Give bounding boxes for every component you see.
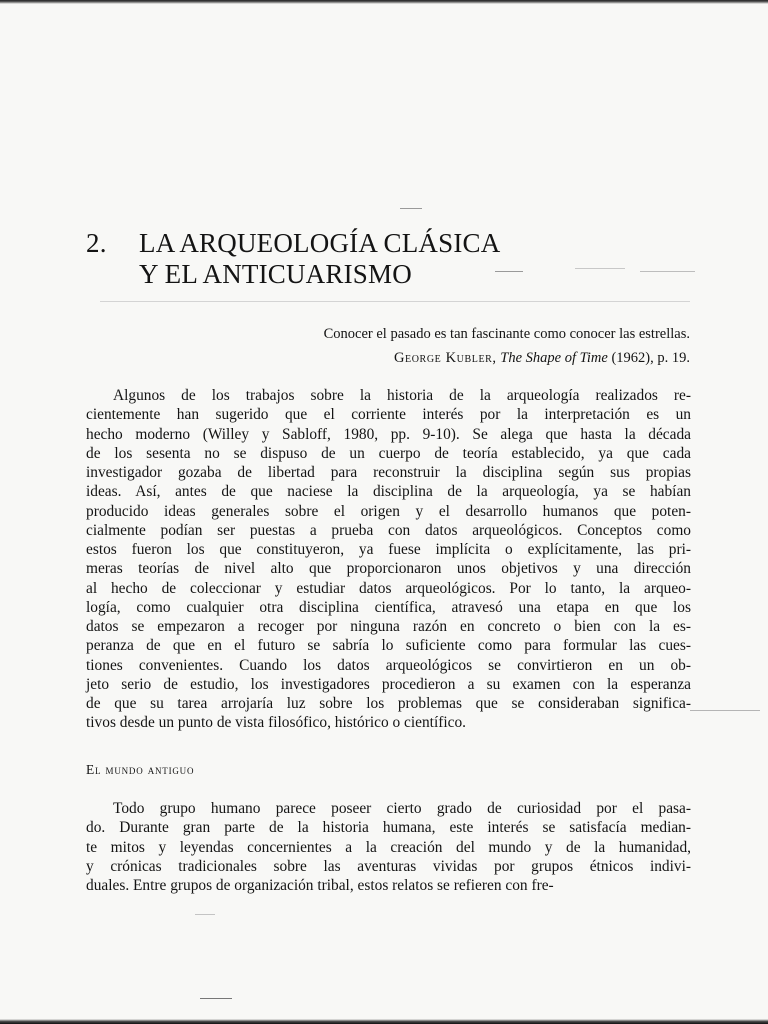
chapter-number: 2. xyxy=(86,228,107,258)
text-line: de los sesenta no se dispuso de un cuerpo de teoría establecido, ya que cada xyxy=(86,444,691,462)
paragraph-2 xyxy=(86,799,691,895)
text-line: Todo grupo humano parece poseer cierto grado de curiosidad por el pasa- xyxy=(113,800,691,817)
text-line: ideas. Así, antes de que naciese la disciplina de la arqueología, ya se habían xyxy=(86,483,691,501)
text-line: peranza de que en el futuro se sabría lo suficiente como para formular las cues- xyxy=(86,637,691,655)
text-line: cialmente podían ser puestas a prueba con datos arqueológicos. Conceptos como xyxy=(86,521,691,539)
scan-edge-bottom xyxy=(0,1019,768,1024)
epigraph-quote-text: Conocer el pasado es tan fascinante como conocer las estrellas. xyxy=(323,326,690,342)
scan-speck xyxy=(690,710,760,711)
text-line: investigador gozaba de libertad para reconstruir la disciplina según sus propias xyxy=(86,464,691,481)
chapter-title-line-1: LA ARQUEOLOGÍA CLÁSICA xyxy=(139,228,501,258)
epigraph-citation: (1962), p. 19. xyxy=(611,350,690,366)
text-line: al hecho de coleccionar y estudiar datos arqueológicos. Por lo tanto, la arqueo- xyxy=(86,579,691,597)
text-line: Algunos de los trabajos sobre la historia de la arqueología realizados re- xyxy=(113,387,691,404)
text-line: logía, como cualquier otra disciplina científica, atravesó una etapa en que los xyxy=(86,598,691,616)
text-line: meras teorías de nivel alto que proporcionaron unos objetivos y una dirección xyxy=(86,560,691,578)
text-line: do. Durante gran parte de la historia humana, este interés se satisfacía median- xyxy=(86,819,691,837)
text-line: te mitos y leyendas concernientes a la creación del mundo y de la humanidad, xyxy=(86,838,691,856)
paragraph-1 xyxy=(86,386,691,733)
epigraph-work: The Shape of Time xyxy=(500,350,608,366)
text-line: de que su tarea arrojaría luz sobre los problemas que se consideraban significa- xyxy=(86,695,691,712)
section-heading: El mundo antiguo xyxy=(86,762,195,777)
text-line: estos fueron los que constituyeron, ya fuese implícita o explícitamente, las pri- xyxy=(86,541,691,558)
text-line: hecho moderno (Willey y Sabloff, 1980, pp. 9-10). Se alega que hasta la década xyxy=(86,425,691,443)
text-line: duales. Entre grupos de organización tribal, estos relatos se refieren con fre- xyxy=(86,877,554,894)
scan-edge-top xyxy=(0,0,768,4)
text-line: jeto serio de estudio, los investigadores procedieron a su examen con la esperanza xyxy=(86,675,691,693)
scan-speck xyxy=(400,208,422,209)
epigraph-author: George Kubler, xyxy=(393,350,497,366)
scan-speck xyxy=(640,271,695,272)
text-line: tiones convenientes. Cuando los datos arqueológicos se convirtieron en un ob- xyxy=(86,656,691,674)
chapter-title-line-2: Y EL ANTICUARISMO xyxy=(139,259,412,289)
text-line: cientemente han sugerido que el corriente interés por la interpretación es un xyxy=(86,406,691,424)
text-line: tivos desde un punto de vista filosófico, histórico o científico. xyxy=(86,714,466,732)
scan-speck xyxy=(195,914,215,915)
chapter-title xyxy=(86,228,646,290)
epigraph-attribution xyxy=(150,346,690,370)
scan-speck xyxy=(200,998,232,999)
epigraph-quote xyxy=(150,322,690,346)
scan-speck xyxy=(100,301,690,302)
text-line: producido ideas generales sobre el origen y el desarrollo humanos que poten- xyxy=(86,502,691,520)
text-line: datos se empezaron a recoger por ninguna razón en concreto o bien con la es- xyxy=(86,618,691,635)
text-line: y crónicas tradicionales sobre las aventuras vividas por grupos étnicos indivi- xyxy=(86,857,691,875)
